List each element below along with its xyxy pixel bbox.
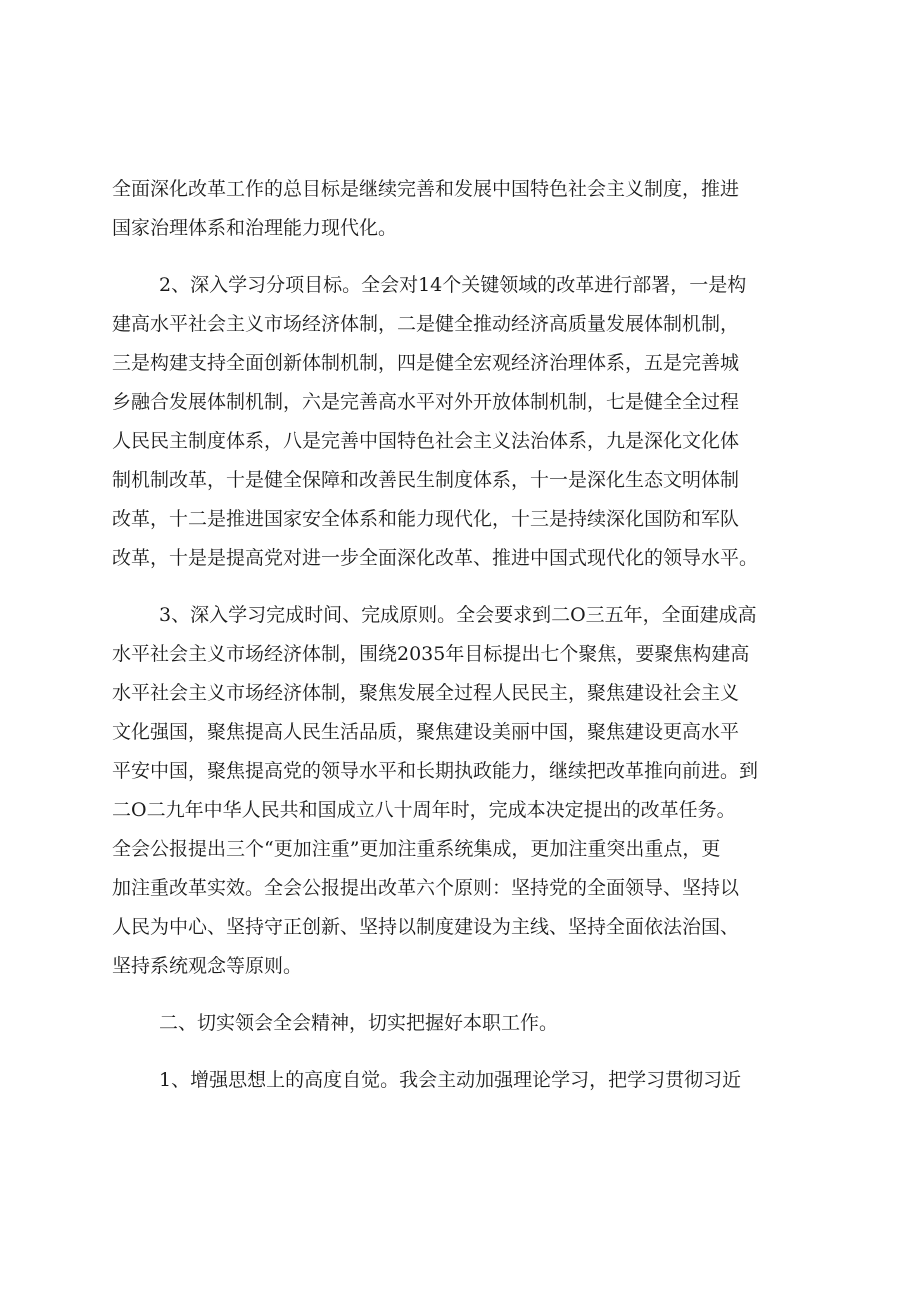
text-line: 坚持系统观念等原则。 [112,955,303,977]
text-line: 1、增强思想上的高度自觉。我会主动加强理论学习，把学习贯彻习近 [159,1069,742,1091]
text-line: 建高水平社会主义市场经济体制，二是健全推动经济高质量发展体制机制， [112,313,740,335]
text-line: 人民为中心、坚持守正创新、坚持以制度建设为主线、坚持全面依法治国、 [112,916,740,938]
section-heading-two [112,1004,822,1043]
document-body [112,170,822,1100]
text-line: 水平社会主义市场经济体制，围绕2035年目标提出七个聚焦，要聚焦构建高 [112,643,750,665]
text-line: 文化强国，聚焦提高人民生活品质，聚焦建设美丽中国，聚焦建设更高水平 [112,721,740,743]
paragraph-gap [112,248,822,266]
text-line: 全面深化改革工作的总目标是继续完善和发展中国特色社会主义制度，推进 [112,178,740,200]
text-line: 平安中国，聚焦提高党的领导水平和长期执政能力，继续把改革推向前进。到 [112,760,759,782]
paragraph-ideological-awareness [112,1061,822,1100]
text-line: 水平社会主义市场经济体制，聚焦发展全过程人民民主，聚焦建设社会主义 [112,682,740,704]
paragraph-timeline-principles [112,596,822,986]
text-line: 人民民主制度体系，八是完善中国特色社会主义法治体系，九是深化文化体 [112,430,740,452]
text-line: 加注重改革实效。全会公报提出改革六个原则：坚持党的全面领导、坚持以 [112,877,740,899]
text-line: 三是构建支持全面创新体制机制，四是健全宏观经济治理体系，五是完善城 [112,352,740,374]
paragraph-gap [112,1043,822,1061]
text-line: 乡融合发展体制机制，六是完善高水平对外开放体制机制，七是健全全过程 [112,391,740,413]
text-line: 改革，十二是推进国家安全体系和能力现代化，十三是持续深化国防和军队 [112,508,740,530]
paragraph-overall-goal [112,170,822,248]
paragraph-gap [112,986,822,1004]
text-line: 3、深入学习完成时间、完成原则。全会要求到二O三五年，全面建成高 [159,604,757,626]
paragraph-gap [112,578,822,596]
text-line: 国家治理体系和治理能力现代化。 [112,217,398,239]
heading-line: 二、切实领会全会精神，切实把握好本职工作。 [159,1012,559,1034]
text-line: 二O二九年中华人民共和国成立八十周年时，完成本决定提出的改革任务。 [112,799,736,821]
text-line: 全会公报提出三个“更加注重”更加注重系统集成，更加注重突出重点，更 [112,838,721,860]
text-line: 改革，十是是提高党对进一步全面深化改革、推进中国式现代化的领导水平。 [112,547,759,569]
paragraph-sub-goals [112,266,822,578]
text-line: 制机制改革，十是健全保障和改善民生制度体系，十一是深化生态文明体制 [112,469,740,491]
text-line: 2、深入学习分项目标。全会对14个关键领域的改革进行部署，一是构 [159,274,747,296]
